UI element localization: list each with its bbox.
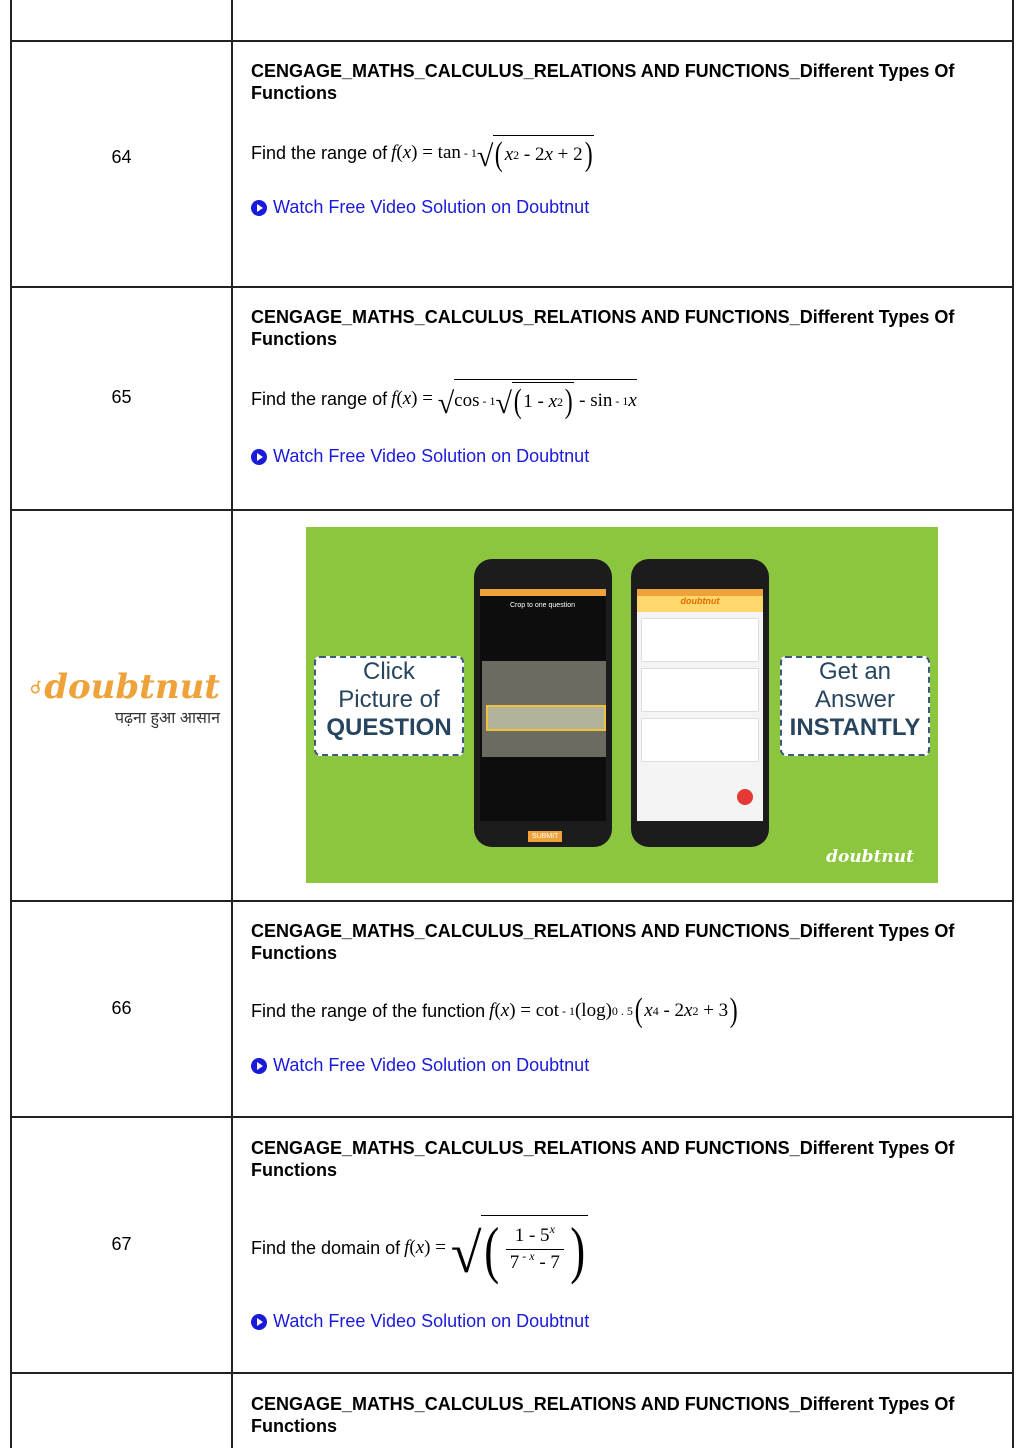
watch-video-link[interactable] (251, 1311, 589, 1332)
question-prefix: Find the range of (251, 142, 388, 163)
table-column-divider (231, 0, 233, 1448)
crop-caption: Crop to one question (510, 602, 575, 609)
right-sign (780, 656, 930, 756)
row-divider (10, 286, 1013, 288)
row-divider (10, 509, 1013, 511)
question-number: 64 (111, 147, 132, 167)
phone-screen (480, 589, 606, 840)
question-number: 65 (111, 387, 132, 407)
question-title: CENGAGE_MATHS_CALCULUS_RELATIONS AND FUNCTIONS_Different Types Of Functions (251, 307, 955, 349)
question-photo (482, 661, 606, 757)
watch-video-link[interactable] (251, 1055, 589, 1076)
table-right-border (1012, 0, 1014, 1448)
question-text (251, 988, 740, 1034)
row-divider (10, 900, 1013, 902)
right-sign-line: Answer (814, 686, 896, 713)
row-divider (10, 40, 1013, 42)
watch-video-label: Watch Free Video Solution on Doubtnut (273, 1311, 590, 1331)
brand-name: doubtnut (44, 667, 220, 707)
brand-tagline: पढ़ना हुआ आसान (114, 710, 220, 727)
right-sign-line: INSTANTLY (789, 714, 921, 741)
question-title: CENGAGE_MATHS_CALCULUS_RELATIONS AND FUNCTIONS_Different Types Of Functions (251, 921, 955, 963)
math-expression: f ( x ) = √ cos - 1 √ ( 1 - x 2 ) - sin - 1 x (391, 379, 637, 419)
app-header: doubtnut (637, 596, 763, 612)
play-icon (251, 449, 267, 465)
question-text (251, 128, 594, 178)
left-sign-line: Picture of (338, 686, 440, 713)
question-title: CENGAGE_MATHS_CALCULUS_RELATIONS AND FUNCTIONS_Different Types Of Functions (251, 1138, 955, 1180)
app-promo-banner[interactable] (306, 527, 938, 883)
question-prefix: Find the domain of (251, 1237, 401, 1258)
doubtnut-logo-icon (30, 670, 42, 704)
watch-video-link[interactable] (251, 197, 589, 218)
submit-button: SUBMIT (528, 831, 562, 842)
question-number: 67 (111, 1234, 132, 1254)
row-divider (10, 1372, 1013, 1374)
doubtnut-logo (30, 667, 220, 728)
watch-video-label: Watch Free Video Solution on Doubtnut (273, 446, 590, 466)
play-icon (251, 1314, 267, 1330)
question-title: CENGAGE_MATHS_CALCULUS_RELATIONS AND FUNCTIONS_Different Types Of Functions (251, 61, 955, 103)
watch-video-label: Watch Free Video Solution on Doubtnut (273, 1055, 590, 1075)
watch-video-link[interactable] (251, 446, 589, 467)
question-prefix: Find the range of (251, 388, 388, 409)
left-sign-line: Click (363, 658, 415, 685)
play-icon (251, 1058, 267, 1074)
phone-answer-mockup (631, 559, 769, 847)
question-prefix: Find the range of the function (251, 1000, 486, 1021)
left-sign-line: QUESTION (326, 714, 452, 741)
phone-camera-mockup (474, 559, 612, 847)
question-text (251, 372, 637, 426)
question-number: 66 (111, 998, 132, 1018)
math-expression: f ( x ) = √ ( $\frac{1 - 5^x}{7 ^{- x} - 7}$ ) (404, 1215, 588, 1282)
play-icon (251, 200, 267, 216)
question-title: CENGAGE_MATHS_CALCULUS_RELATIONS AND FUNCTIONS_Different Types Of Functions (251, 1394, 955, 1436)
phone-screen (637, 589, 763, 821)
math-expression: f ( x ) = tan - 1 √ ( x 2 - 2 x + 2 ) (391, 135, 593, 173)
right-sign-line: Get an (818, 658, 892, 685)
watch-video-label: Watch Free Video Solution on Doubtnut (273, 197, 590, 217)
question-text (251, 1200, 588, 1296)
banner-brand-watermark: doubtnut (826, 847, 914, 867)
table-left-border (10, 0, 12, 1448)
left-sign (314, 656, 464, 756)
math-expression: f ( x ) = cot - 1 (log) 0 . 5 ( x 4 - 2 x 2 + 3 ) (489, 992, 738, 1029)
row-divider (10, 1116, 1013, 1118)
